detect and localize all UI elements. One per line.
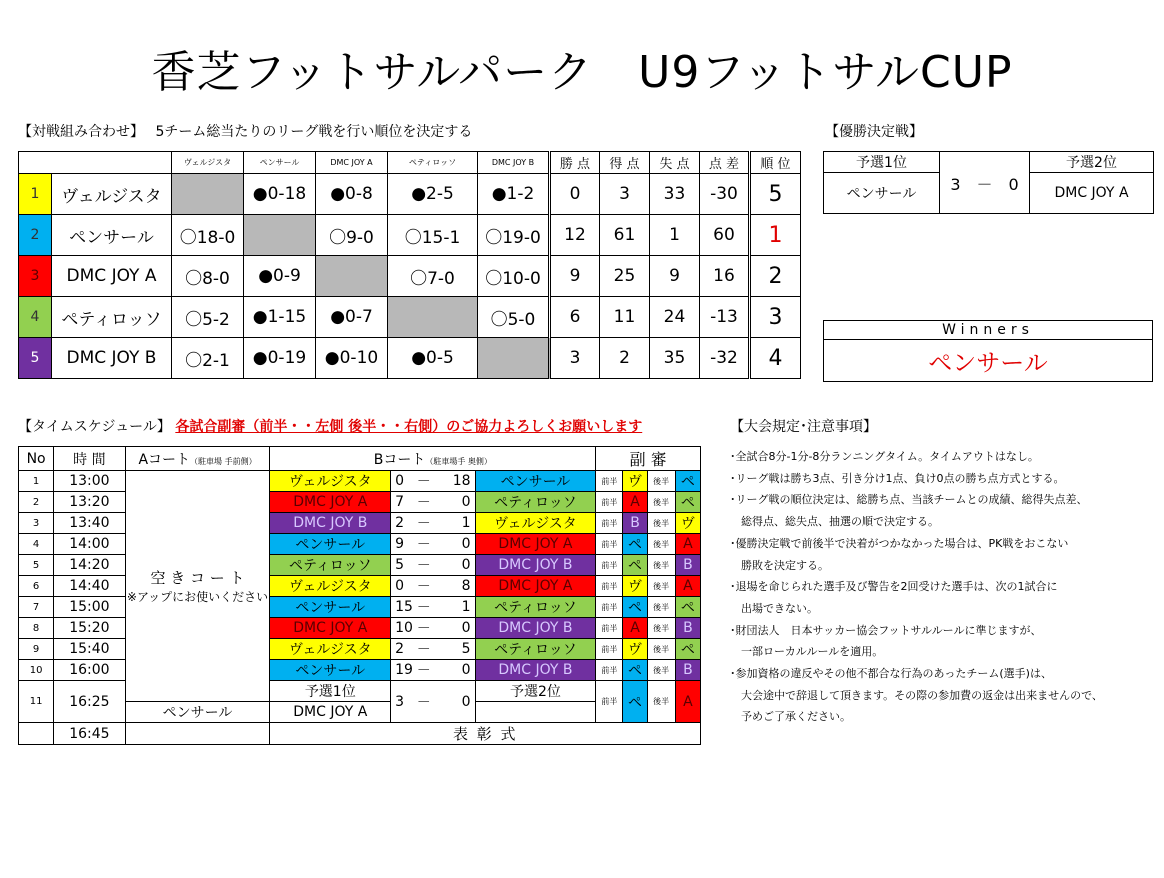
match-dash: － [411,660,437,681]
match-team1: DMC JOY A [270,618,391,639]
ref-second-half: A [675,576,700,597]
league-team-no: 3 [19,256,52,297]
ref-second-half-label: 後半 [647,555,675,576]
ref-first-half: ペ [623,660,647,681]
league-result: ●0-19 [244,338,316,379]
league-goals-against: 24 [650,297,700,338]
match-score1: 5 [391,555,411,576]
ref-second-half: ペ [675,639,700,660]
ref-first-half-label: 前半 [596,681,623,723]
match-score2: 0 [437,660,475,681]
ref-second-half-label: 後半 [647,576,675,597]
rule-line: 総得点、総失点、抽選の順で決定する。 [730,515,939,529]
ref-second-half-label: 後半 [647,471,675,492]
col-a-court [125,447,270,471]
a-court-label: Aコート [138,451,191,468]
schedule-header-row [19,447,701,471]
match-time: 13:40 [54,513,125,534]
a-court-note: ※アップにお使いください [126,590,269,604]
ref-first-half: B [623,513,647,534]
winners-box [823,320,1153,382]
league-col-team: ペティロッソ [388,152,478,174]
a-court-sub: （駐車場 手前側） [190,456,257,466]
league-result: ●0-7 [316,297,388,338]
schedule-heading-wrap [18,416,642,436]
page-title: 香芝フットサルパーク U9フットサルCUP [151,47,1013,98]
schedule-row [19,660,701,681]
col-b-court [270,447,596,471]
ref-first-half: A [623,492,647,513]
league-goal-diff: -13 [700,297,750,338]
match-team2: DMC JOY B [475,618,596,639]
match-score1: 9 [391,534,411,555]
schedule-row [19,576,701,597]
ref-second-half: ヴ [675,513,700,534]
match-no-empty [19,723,54,745]
league-team-name: DMC JOY A [52,256,172,297]
final-team1: ペンサール [824,173,940,214]
ref-second-half: ペ [675,492,700,513]
match-dash: － [411,597,437,618]
match-team2: DMC JOY A [475,576,596,597]
ref-second-half-label: 後半 [647,513,675,534]
ref-first-half-label: 前半 [596,618,623,639]
league-result: ●0-18 [244,174,316,215]
final-table [823,151,1154,214]
ref-second-half: A [675,681,700,723]
match-dash: － [411,576,437,597]
ref-first-half: ペ [623,597,647,618]
match-time: 15:40 [54,639,125,660]
league-gray-cell [172,174,244,215]
league-result: 〇10-0 [478,256,550,297]
match-score2: 0 [437,492,475,513]
match-score2: 5 [437,639,475,660]
ceremony-time: 16:45 [54,723,125,745]
match-dash: － [411,618,437,639]
match-dash: － [411,471,437,492]
referee-notice: 各試合副審（前半・・左側 後半・・右側）のご協力よろしくお願いします [175,419,643,435]
match-no: 9 [19,639,54,660]
ref-second-half: B [675,660,700,681]
league-table [18,151,801,379]
match-team1: ペンサール [270,597,391,618]
league-header-row [19,152,801,174]
league-team-name: ペンサール [52,215,172,256]
final-team2: DMC JOY A [1030,173,1154,214]
match-no: 1 [19,471,54,492]
league-result: 〇8-0 [172,256,244,297]
ref-second-half-label: 後半 [647,618,675,639]
winner-team: ペンサール [824,340,1153,382]
match-score2: 18 [437,471,475,492]
col-referee: 副 審 [596,447,701,471]
match-team2: ヴェルジスタ [475,513,596,534]
b-court-sub: （駐車場手 奥側） [425,456,492,466]
ref-second-half: B [675,555,700,576]
ref-first-half-label: 前半 [596,471,623,492]
match-team2: ペンサール [475,471,596,492]
ref-first-half: ペ [623,534,647,555]
league-result: ●0-5 [388,338,478,379]
league-goals-for: 25 [600,256,650,297]
match-no: 2 [19,492,54,513]
ref-first-half-label: 前半 [596,534,623,555]
match-no: 11 [19,681,54,723]
league-row [19,215,801,256]
rule-line: ･参加資格の違反やその他不都合な行為のあったチーム(選手)は、 [730,667,1052,680]
match-no: 4 [19,534,54,555]
league-goal-diff: -32 [700,338,750,379]
match-team2: DMC JOY B [475,555,596,576]
schedule-ceremony-row [19,723,701,745]
match-team1: ヴェルジスタ [270,471,391,492]
rule-line: ･全試合8分-1分-8分ランニングタイム。タイムアウトはなし。 [730,450,1039,463]
match-score1: 2 [391,513,411,534]
league-goals-against: 1 [650,215,700,256]
match-score2: 1 [437,597,475,618]
match-team2: ペティロッソ [475,597,596,618]
match-team2: DMC JOY B [475,660,596,681]
match-time: 15:20 [54,618,125,639]
league-goals-against: 35 [650,338,700,379]
schedule-row [19,513,701,534]
match-dash: － [411,492,437,513]
league-col-team: DMC JOY A [316,152,388,174]
league-points: 0 [550,174,600,215]
league-result: 〇18-0 [172,215,244,256]
schedule-row [19,492,701,513]
league-col-stat: 勝 点 [550,152,600,174]
league-col-stat: 順 位 [750,152,801,174]
ref-second-half: B [675,618,700,639]
league-col-stat: 点 差 [700,152,750,174]
ref-first-half-label: 前半 [596,597,623,618]
ref-second-half: ペ [675,597,700,618]
rule-line: 大会途中で辞退して頂きます。その際の参加費の返金は出来ませんので、 [730,688,1103,702]
league-result: ●0-10 [316,338,388,379]
league-points: 9 [550,256,600,297]
final-heading: 【優勝決定戦】 [825,124,923,140]
winners-label: Winners [824,321,1153,340]
league-result: 〇19-0 [478,215,550,256]
a-court-empty-cell [125,723,270,745]
league-goals-for: 3 [600,174,650,215]
rule-line: ･優勝決定戦で前後半で決着がつかなかった場合は、PK戦をおこない [730,536,1069,550]
match-team1: ペンサール [270,534,391,555]
league-result: ●0-8 [316,174,388,215]
ref-first-half-label: 前半 [596,513,623,534]
league-goals-for: 11 [600,297,650,338]
league-heading: 【対戦組み合わせ】 5チーム総当たりのリーグ戦を行い順位を決定する [18,124,473,140]
match-score2: 8 [437,576,475,597]
schedule-table [18,446,701,745]
match-time: 14:00 [54,534,125,555]
league-col-team: DMC JOY B [478,152,550,174]
match-time: 16:00 [54,660,125,681]
match-score2: 0 [437,555,475,576]
league-gray-cell [388,297,478,338]
match-team1: ヴェルジスタ [270,576,391,597]
schedule-final-row [19,681,701,702]
match-score2: 0 [437,618,475,639]
match-time: 13:20 [54,492,125,513]
match-time: 16:25 [54,681,125,723]
league-col-team: ペンサール [244,152,316,174]
match-team1: DMC JOY A [270,492,391,513]
match-score2: 1 [437,513,475,534]
league-team-no: 1 [19,174,52,215]
league-team-name: ヴェルジスタ [52,174,172,215]
league-gray-cell [244,215,316,256]
league-team-name: ペティロッソ [52,297,172,338]
league-rank: 5 [750,174,801,215]
final-seed1-label: 予選1位 [270,681,391,702]
match-score1: 7 [391,492,411,513]
final-team1: ペンサール [125,702,270,723]
match-dash: － [411,639,437,660]
league-result: ●2-5 [388,174,478,215]
match-score2: 0 [437,681,475,723]
match-no: 3 [19,513,54,534]
rule-line: 勝敗を決定する。 [730,558,829,572]
a-court-cell [125,471,270,702]
schedule-row [19,618,701,639]
ref-first-half: ヴ [623,576,647,597]
rule-line: ･退場を命じられた選手及び警告を2回受けた選手は、次の1試合に [730,580,1058,594]
league-gray-cell [478,338,550,379]
rule-line: 出場できない。 [730,601,818,615]
match-score2: 0 [437,534,475,555]
league-rank: 3 [750,297,801,338]
league-points: 6 [550,297,600,338]
rule-line: 予めご了承ください。 [730,710,851,724]
ref-second-half-label: 後半 [647,492,675,513]
match-time: 14:20 [54,555,125,576]
league-col-stat: 失 点 [650,152,700,174]
b-court-label: Bコート [373,451,426,468]
match-time: 15:00 [54,597,125,618]
match-dash: － [411,513,437,534]
league-result: ●0-9 [244,256,316,297]
match-team2: DMC JOY A [475,534,596,555]
match-no: 8 [19,618,54,639]
league-result: 〇9-0 [316,215,388,256]
league-col-stat: 得 点 [600,152,650,174]
league-row [19,297,801,338]
league-result: 〇2-1 [172,338,244,379]
ref-second-half: A [675,534,700,555]
final-seed2-label: 予選2位 [475,681,596,702]
ref-first-half: ペ [623,681,647,723]
ref-second-half: ペ [675,471,700,492]
league-col-team: ヴェルジスタ [172,152,244,174]
ceremony: 表 彰 式 [270,723,701,745]
league-goals-against: 9 [650,256,700,297]
final-seed2-label: 予選2位 [1030,152,1154,173]
league-result: ●1-2 [478,174,550,215]
rule-line: ･リーグ戦の順位決定は、総勝ち点、当該チームとの成績、総得失点差、 [730,493,1088,507]
league-goal-diff: 60 [700,215,750,256]
a-court-empty: 空 き コ ー ト [150,569,245,587]
ref-first-half-label: 前半 [596,492,623,513]
league-row [19,174,801,215]
league-goals-for: 61 [600,215,650,256]
schedule-row [19,555,701,576]
ref-first-half-label: 前半 [596,576,623,597]
schedule-row [19,471,701,492]
match-dash: － [411,534,437,555]
ref-second-half-label: 後半 [647,639,675,660]
ref-second-half-label: 後半 [647,681,675,723]
rule-line: ･リーグ戦は勝ち3点、引き分け1点、負け0点の勝ち点方式とする。 [730,471,1065,485]
rule-line: 一部ローカルルールを適用。 [730,645,884,659]
ref-first-half: A [623,618,647,639]
league-result: 〇5-2 [172,297,244,338]
match-score1: 2 [391,639,411,660]
match-team1: ヴェルジスタ [270,639,391,660]
rule-line: ･財団法人 日本サッカー協会フットサルルールに準じますが、 [730,623,1042,637]
match-score1: 0 [391,576,411,597]
league-goal-diff: 16 [700,256,750,297]
league-rank: 4 [750,338,801,379]
final-seed1-label: 予選1位 [824,152,940,173]
league-row [19,338,801,379]
ref-first-half: ペ [623,555,647,576]
league-row [19,256,801,297]
league-rank: 2 [750,256,801,297]
match-score1: 3 [391,681,411,723]
schedule-row [19,597,701,618]
league-result: ●1-15 [244,297,316,338]
match-no: 7 [19,597,54,618]
match-team2: ペティロッソ [475,492,596,513]
ref-second-half-label: 後半 [647,534,675,555]
league-gray-cell [316,256,388,297]
match-time: 13:00 [54,471,125,492]
match-no: 6 [19,576,54,597]
league-result: 〇5-0 [478,297,550,338]
league-team-no: 4 [19,297,52,338]
league-rank: 1 [750,215,801,256]
ref-first-half-label: 前半 [596,639,623,660]
final-team2: DMC JOY A [270,702,391,723]
match-time: 14:40 [54,576,125,597]
ref-first-half: ヴ [623,471,647,492]
ref-second-half-label: 後半 [647,597,675,618]
ref-second-half-label: 後半 [647,660,675,681]
ref-first-half-label: 前半 [596,555,623,576]
col-no: No [19,447,54,471]
league-points: 12 [550,215,600,256]
league-goals-for: 2 [600,338,650,379]
match-no: 10 [19,660,54,681]
match-no: 5 [19,555,54,576]
match-team2: ペティロッソ [475,639,596,660]
league-result: 〇7-0 [388,256,478,297]
schedule-row [19,639,701,660]
match-score1: 10 [391,618,411,639]
match-score1: 19 [391,660,411,681]
match-dash: － [411,681,437,723]
match-team1: ペティロッソ [270,555,391,576]
rules-heading: 【大会規定･注意事項】 [730,419,877,435]
league-points: 3 [550,338,600,379]
league-goal-diff: -30 [700,174,750,215]
match-team1: DMC JOY B [270,513,391,534]
ref-first-half-label: 前半 [596,660,623,681]
match-score1: 15 [391,597,411,618]
match-team1: ペンサール [270,660,391,681]
col-time: 時 間 [54,447,125,471]
final-score: 3 － 0 [940,152,1030,214]
league-team-no: 2 [19,215,52,256]
league-result: 〇15-1 [388,215,478,256]
match-dash: － [411,555,437,576]
match-score1: 0 [391,471,411,492]
schedule-row [19,534,701,555]
league-goals-against: 33 [650,174,700,215]
ref-first-half: ヴ [623,639,647,660]
schedule-heading: 【タイムスケジュール】 [18,419,171,435]
league-team-name: DMC JOY B [52,338,172,379]
league-team-no: 5 [19,338,52,379]
